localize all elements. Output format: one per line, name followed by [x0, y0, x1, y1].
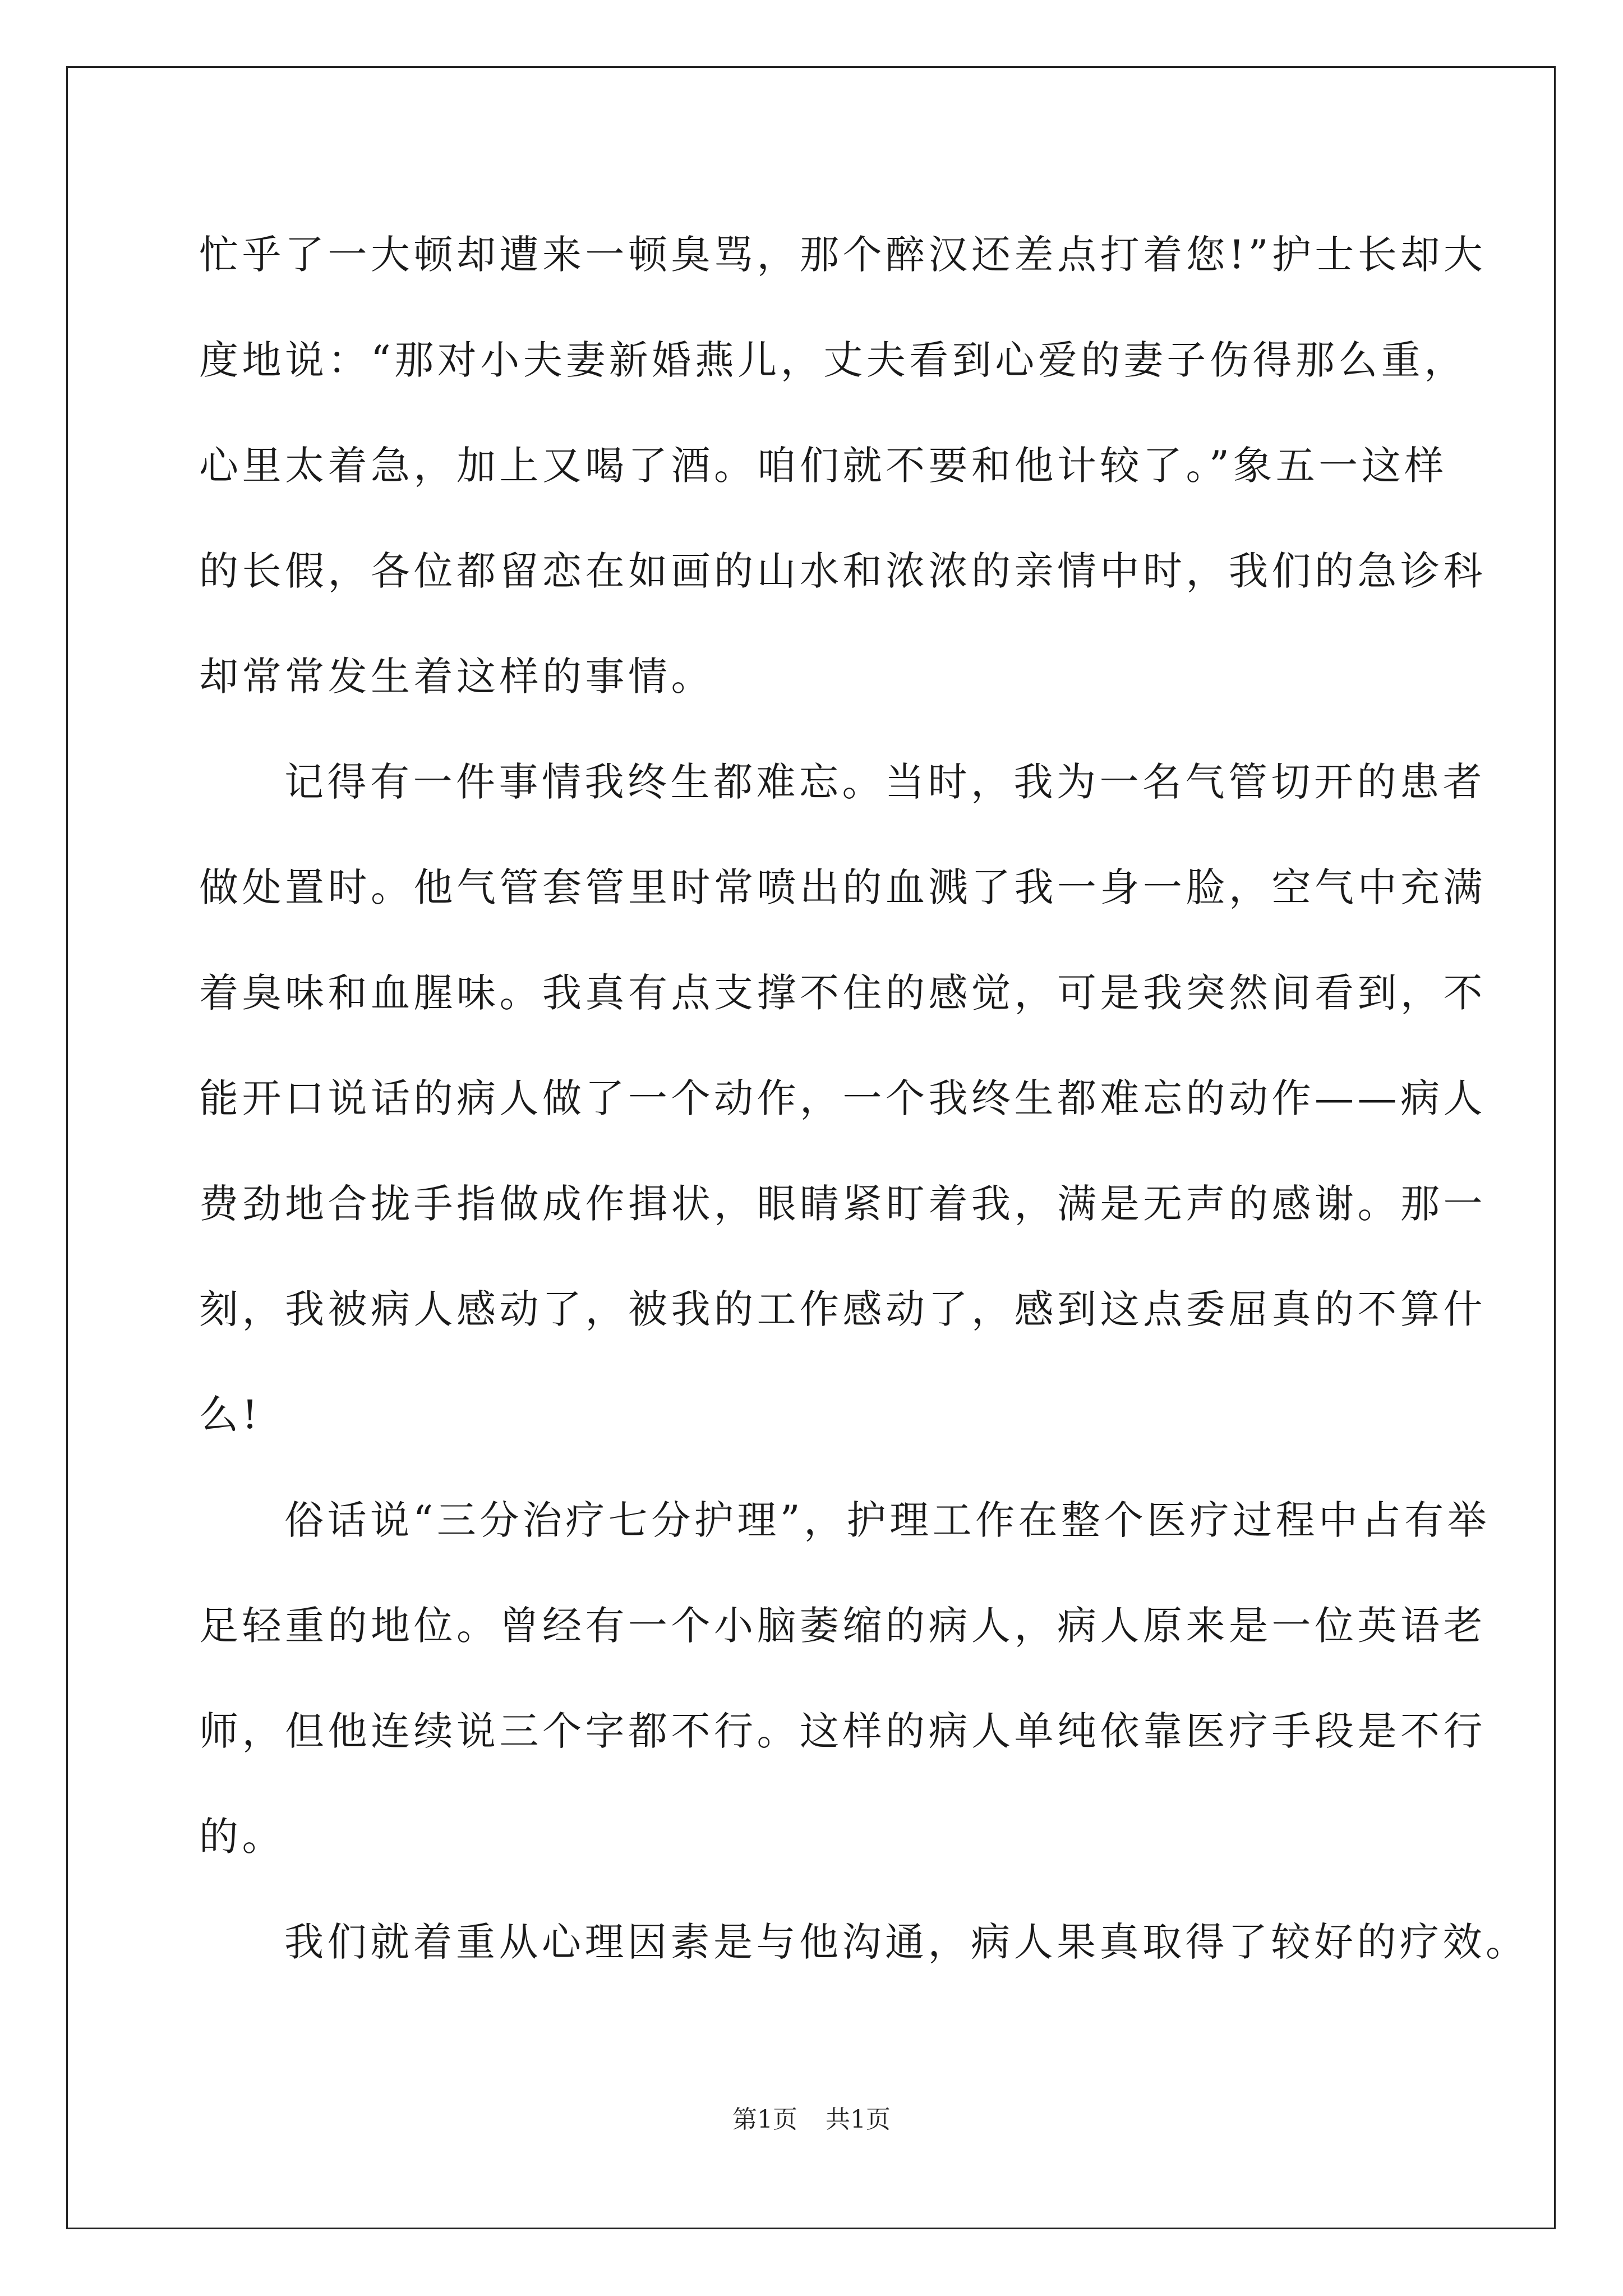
paragraph-first-line: 我们就着重从心理因素是与他沟通，病人果真取得了较好的疗效。	[284, 1919, 1529, 1965]
paragraph-first-line: 俗话说“三分治疗七分护理”，护理工作在整个医疗过程中占有举	[284, 1497, 1491, 1543]
text-line: 么!	[199, 1392, 262, 1438]
text-line: 刻，我被病人感动了，被我的工作感动了，感到这点委屈真的不算什	[199, 1286, 1486, 1332]
text-line: 忙乎了一大顿却遭来一顿臭骂，那个醉汉还差点打着您!”护士长却大	[199, 232, 1487, 278]
text-line: 费劲地合拢手指做成作揖状，眼睛紧盯着我，满是无声的感谢。那一	[199, 1181, 1486, 1227]
page-number: 第1页	[732, 2105, 797, 2134]
text-line: 着臭味和血腥味。我真有点支撑不住的感觉，可是我突然间看到，不	[199, 970, 1486, 1016]
total-pages: 共1页	[826, 2105, 891, 2134]
text-line: 心里太着急，加上又喝了酒。咱们就不要和他计较了。”象五一这样	[199, 443, 1447, 489]
page-footer	[0, 2099, 1623, 2135]
text-line: 度地说：“那对小夫妻新婚燕儿，丈夫看到心爱的妻子伤得那么重，	[199, 337, 1467, 383]
paragraph-first-line: 记得有一件事情我终生都难忘。当时，我为一名气管切开的患者	[284, 759, 1486, 805]
text-line: 的长假，各位都留恋在如画的山水和浓浓的亲情中时，我们的急诊科	[199, 548, 1486, 594]
text-line: 却常常发生着这样的事情。	[199, 654, 714, 700]
text-line: 能开口说话的病人做了一个动作，一个我终生都难忘的动作——病人	[199, 1075, 1486, 1121]
text-line: 做处置时。他气管套管里时常喷出的血溅了我一身一脸，空气中充满	[199, 864, 1486, 910]
document-body	[199, 202, 1529, 1995]
text-line: 的。	[199, 1814, 285, 1860]
text-line: 师，但他连续说三个字都不行。这样的病人单纯依靠医疗手段是不行	[199, 1708, 1486, 1754]
text-line: 足轻重的地位。曾经有一个小脑萎缩的病人，病人原来是一位英语老	[199, 1603, 1486, 1649]
